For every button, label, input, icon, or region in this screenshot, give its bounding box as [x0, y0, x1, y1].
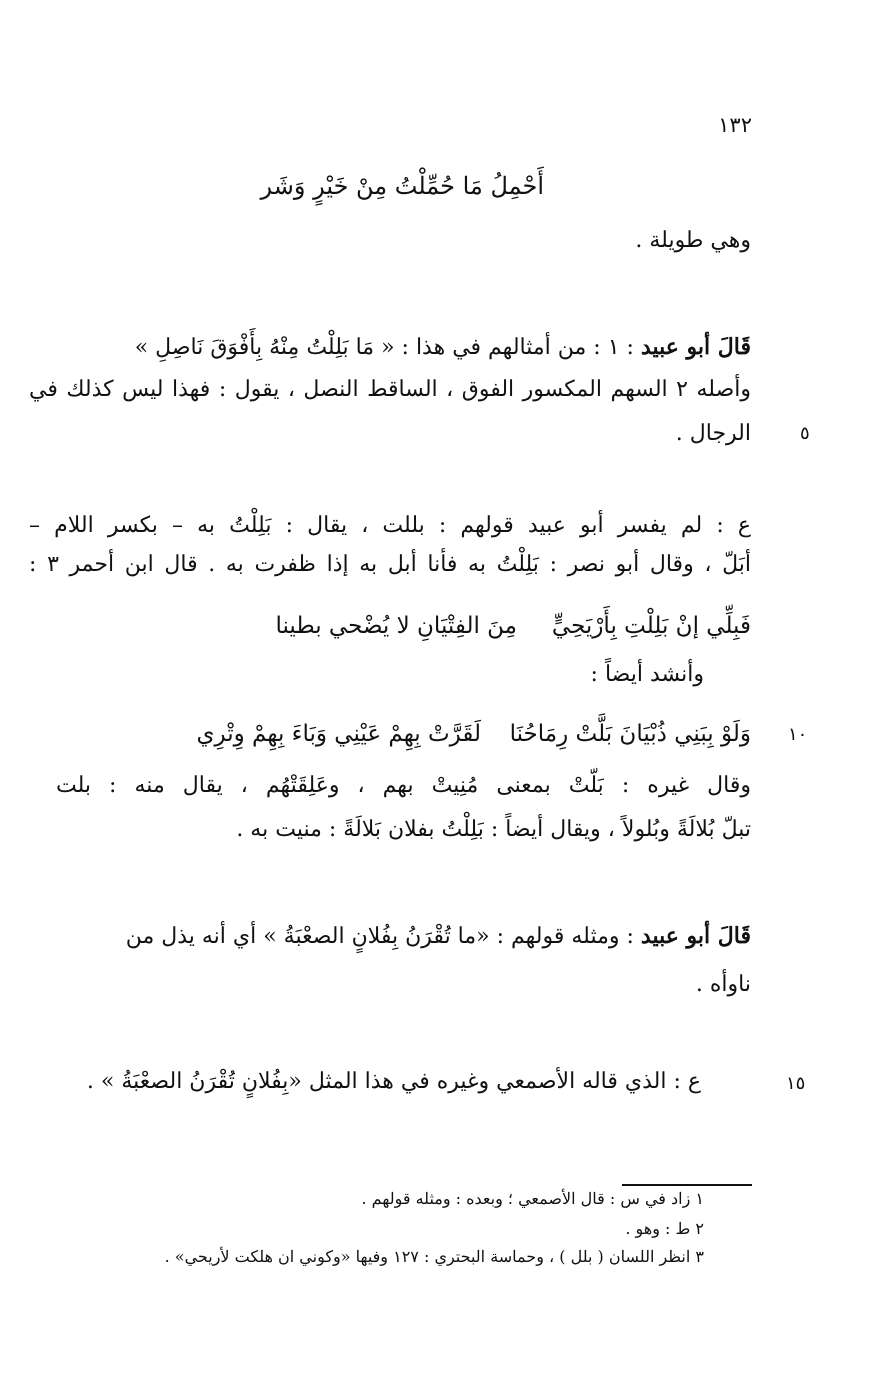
verse-1-second-hemistich: مِنَ الفِتْيَانِ لا يُضْحي بطينا	[275, 613, 517, 639]
text-line-12: ناوأه .	[695, 972, 751, 997]
text-line-3-rest: : ١ : من أمثالهم في هذا : « مَا بَلِلْتُ مِنْهُ بِأَفْوَقَ نَاصِلِ »	[134, 335, 634, 360]
text-line-4: وأصله ٢ السهم المكسور الفوق ، الساقط النصل ، يقول : فهذا ليس كذلك في	[29, 377, 751, 402]
text-line-10: تبلّ بُلالَةً وبُلولاً ، ويقال أيضاً : بَلِلْتُ بفلان بَلالَةً : منيت به .	[236, 817, 751, 842]
verse-2-first-hemistich: وَلَوْ بِبَنِي ذُبْيَانَ بَلَّتْ رِمَاحُنَا	[509, 721, 751, 747]
footnote-2: ٢ ط : وهو .	[625, 1219, 704, 1238]
text-line-3	[31, 332, 751, 363]
text-line-11	[29, 921, 751, 952]
text-line-9: وقال غيره : بَلّتْ بمعنى مُنِيتْ بهم ، وعَلِقَتْهُم ، يقال منه : بلت	[56, 773, 751, 798]
page-number: ١٣٢	[718, 113, 752, 137]
footnote-1: ١ زاد في س : قال الأصمعي ؛ وبعده : ومثله قولهم .	[361, 1189, 704, 1208]
text-line-5: الرجال .	[675, 421, 751, 446]
text-line-2: وهي طويلة .	[635, 228, 751, 253]
speaker-abu-ubayd: قَالَ أبو عبيد	[640, 334, 751, 360]
verse-1-first-hemistich: فَبِلِّي إنْ بَلِلْتِ بِأَرْيَحِيٍّ	[551, 613, 751, 639]
verse-2-second-hemistich: لَقَرَّتْ بِهِمْ عَيْنِي وَبَاءَ بِهِمْ وِتْرِي	[196, 721, 481, 747]
text-line-13: ع : الذي قاله الأصمعي وغيره في هذا المثل «بِفُلانٍ تُقْرَنُ الصعْبَةُ » .	[86, 1069, 701, 1094]
line-number-10: ١٠	[788, 724, 808, 745]
footnote-3: ٣ انظر اللسان ( بلل ) ، وحماسة البحتري : ١٢٧ وفيها «وكوني ان هلكت لأريحي» .	[164, 1247, 704, 1266]
verse-top: أَحْمِلُ مَا حُمِّلْتُ مِنْ خَيْرٍ وَشَر	[260, 172, 544, 200]
text-line-11-rest: : ومثله قولهم : «ما تُقْرَنُ بِفُلانٍ الصعْبَةُ » أي أنه يذل من	[125, 924, 634, 949]
text-line-7: أبَلّ ، وقال أبو نصر : بَلِلْتُ به فأنا أبل به إذا ظفرت به . قال ابن أحمر ٣ :	[29, 552, 751, 577]
text-line-8: وأنشد أيضاً :	[590, 662, 704, 687]
text-line-6: ع : لم يفسر أبو عبيد قولهم : بللت ، يقال : بَلِلْتُ به – بكسر اللام –	[29, 513, 751, 538]
line-number-5: ٥	[800, 423, 810, 444]
speaker-abu-ubayd-2: قَالَ أبو عبيد	[640, 923, 751, 949]
line-number-15: ١٥	[786, 1073, 806, 1094]
